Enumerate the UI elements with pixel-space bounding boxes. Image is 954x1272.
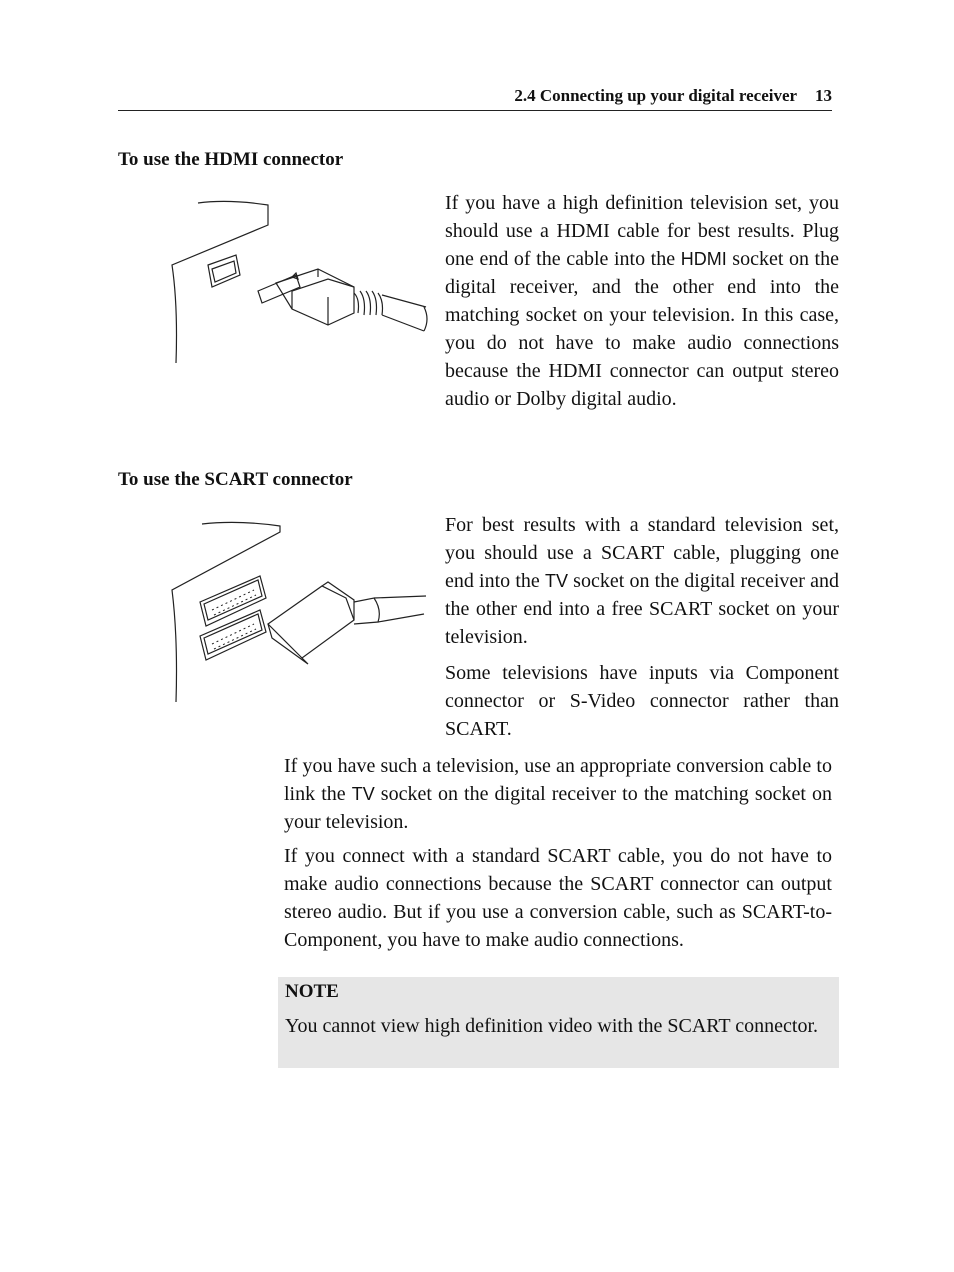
- hdmi-para-text-1: If you have a high definition television set, you should use a HDMI cable for best results. Plug one end of the cable into the: [445, 192, 839, 270]
- hdmi-paragraph: [445, 189, 839, 413]
- hdmi-para-text-2: socket on the digital receiver, and the other end into the matching socket on your television. In this case, you do not have to make audio connections because the HDMI connector can output stereo audio or Dolby digital audio.: [445, 248, 839, 410]
- scart-section-title: To use the SCART connector: [118, 469, 353, 490]
- tv-socket-label: TV: [544, 571, 568, 591]
- conversion-cable-paragraph: [284, 752, 832, 836]
- scart-para1-text-1: For best results with a standard television set, you should use a SCART cable, plugging one end into the: [445, 514, 839, 592]
- note-text: You cannot view high definition video with the SCART connector.: [285, 1015, 819, 1037]
- scart-paragraph-2: Some televisions have inputs via Component connector or S-Video connector rather than SCART.: [445, 662, 839, 740]
- hdmi-section-title: To use the HDMI connector: [118, 149, 344, 170]
- tv-socket-label-2: TV: [351, 784, 375, 804]
- para3-text-2: socket on the digital receiver to the matching socket on your television.: [284, 783, 832, 833]
- running-header: [118, 86, 832, 111]
- scart-paragraph-1: [445, 511, 839, 651]
- audio-connections-paragraph: If you connect with a standard SCART cable, you do not have to make audio connections because the SCART connector can output stereo audio. But if you use a conversion cable, such as SCART-to-Component, you have to make audio connections.: [284, 845, 832, 951]
- scart-para1-text-2: socket on the digital receiver and the other end into a free SCART socket on your television.: [445, 570, 839, 648]
- hdmi-socket-label: HDMI: [680, 249, 727, 269]
- note-box: [278, 977, 839, 1068]
- page-number: 13: [815, 86, 832, 105]
- note-title: NOTE: [285, 981, 339, 1002]
- hdmi-plug-illustration: [168, 195, 430, 365]
- para3-text-1: If you have such a television, use an appropriate conversion cable to link the: [284, 755, 832, 805]
- scart-plug-illustration: [168, 518, 430, 704]
- header-section-title: 2.4 Connecting up your digital receiver: [514, 86, 797, 105]
